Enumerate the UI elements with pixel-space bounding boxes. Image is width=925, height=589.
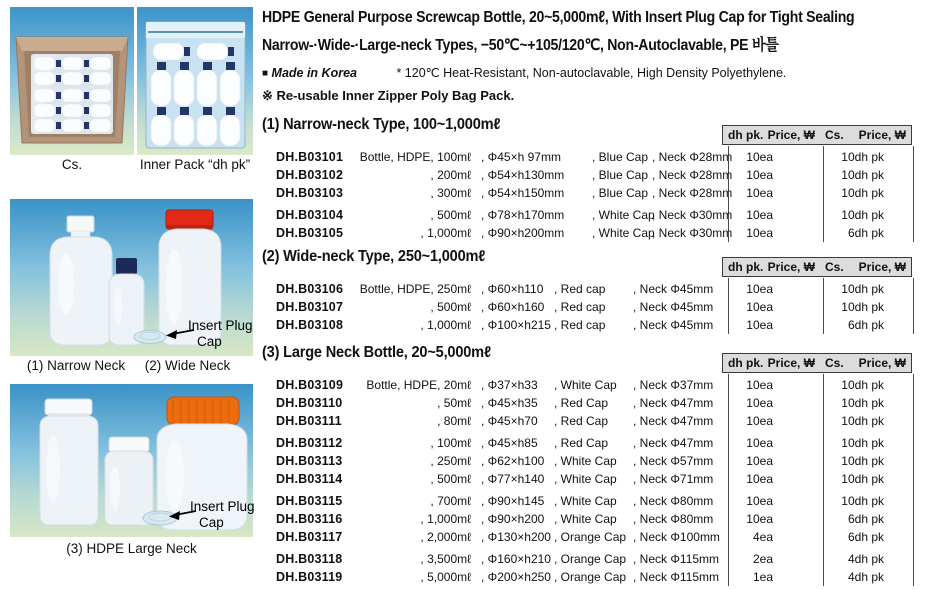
- cap-color-cell: , White Cap: [592, 208, 655, 222]
- catalog-code: DH.B03101: [276, 150, 344, 164]
- section-header: [258, 246, 918, 278]
- catalog-code: DH.B03103: [276, 186, 344, 200]
- volume-cell: , 500mℓ: [430, 300, 471, 314]
- catalog-code: DH.B03113: [276, 454, 343, 468]
- volume-cell: Bottle, HDPE, 250mℓ: [359, 282, 471, 296]
- cap-color-cell: , White Cap: [554, 494, 617, 508]
- cs-qty-cell: 4dh pk: [847, 552, 884, 566]
- catalog-code: DH.B03111: [276, 414, 342, 428]
- neck-size-cell: , Neck Φ80mm: [633, 512, 714, 526]
- catalog-code: DH.B03115: [276, 494, 343, 508]
- cap-color-cell: , White Cap: [554, 454, 617, 468]
- cs-qty-cell: 10dh pk: [841, 454, 884, 468]
- volume-cell: , 3,500mℓ: [420, 552, 471, 566]
- dimensions-cell: , Φ100×h215: [481, 318, 551, 332]
- table-row: [258, 206, 918, 224]
- table-row: [258, 434, 918, 452]
- reusable-bag-note: ※ Re-usable Inner Zipper Poly Bag Pack.: [262, 88, 515, 103]
- made-in-row: [262, 65, 786, 80]
- price-header-cs: [820, 257, 912, 277]
- caption-inner-pack: Inner Pack “dh pk”: [139, 157, 251, 172]
- dimensions-cell: , Φ45×h85: [481, 436, 538, 450]
- dimensions-cell: , Φ60×h110: [481, 282, 544, 296]
- dhpk-qty-cell: 10ea: [746, 186, 773, 200]
- table-row: [258, 316, 918, 334]
- table-row: [258, 148, 918, 166]
- dhpk-qty-cell: 10ea: [746, 378, 773, 392]
- page-title-line1: HDPE General Purpose Screwcap Bottle, 20~5,000mℓ, With Insert Plug Cap for Tight Sealing: [262, 9, 855, 26]
- table-row: [258, 452, 918, 470]
- cs-qty-cell: 10dh pk: [841, 168, 884, 182]
- made-in-korea-label: Made in Korea: [271, 66, 357, 80]
- neck-size-cell: , Neck Φ80mm: [633, 494, 714, 508]
- dhpk-qty-cell: 10ea: [746, 436, 773, 450]
- cs-qty-cell: 10dh pk: [841, 396, 884, 410]
- table-row: [258, 550, 918, 568]
- volume-cell: , 5,000mℓ: [420, 570, 471, 584]
- table-row: [258, 412, 918, 430]
- caption-large-neck: (3) HDPE Large Neck: [66, 541, 197, 556]
- table-row: [258, 510, 918, 528]
- price-label: Price, ₩: [858, 260, 906, 274]
- dimensions-cell: , Φ90×h200mm: [481, 226, 565, 240]
- neck-size-cell: , Neck Φ115mm: [633, 552, 720, 566]
- dhpk-qty-cell: 10ea: [746, 396, 773, 410]
- neck-size-cell: , Neck Φ28mm: [652, 186, 733, 200]
- price-header-cs: [820, 353, 912, 373]
- dimensions-cell: , Φ60×h160: [481, 300, 545, 314]
- price-header-dhpk: [722, 125, 821, 145]
- dhpk-label: dh pk.: [728, 128, 764, 142]
- cs-qty-cell: 10dh pk: [841, 208, 884, 222]
- catalog-code: DH.B03112: [276, 436, 343, 450]
- dimensions-cell: , Φ78×h170mm: [481, 208, 565, 222]
- price-header-dhpk: [722, 257, 821, 277]
- large-neck-jar-tall: [40, 399, 98, 525]
- catalog-code: DH.B03116: [276, 512, 343, 526]
- large-neck-jar-small: [105, 437, 153, 525]
- cap-color-cell: , White Cap: [592, 226, 655, 240]
- dimensions-cell: , Φ130×h200: [481, 530, 551, 544]
- inner-pack-illustration: [137, 7, 253, 155]
- neck-size-cell: , Neck Φ115mm: [633, 570, 720, 584]
- volume-cell: , 300mℓ: [430, 186, 471, 200]
- dimensions-cell: , Φ54×h130mm: [481, 168, 565, 182]
- volume-cell: , 500mℓ: [430, 472, 471, 486]
- catalog-code: DH.B03106: [276, 282, 344, 296]
- neck-size-cell: , Neck Φ45mm: [633, 318, 714, 332]
- dhpk-label: dh pk.: [728, 356, 764, 370]
- dhpk-qty-cell: 2ea: [752, 552, 773, 566]
- cs-qty-cell: 10dh pk: [841, 186, 884, 200]
- section-title: (3) Large Neck Bottle, 20~5,000mℓ: [262, 344, 491, 361]
- volume-cell: , 250mℓ: [430, 454, 471, 468]
- neck-size-cell: , Neck Φ47mm: [633, 436, 714, 450]
- cap-color-cell: , Red Cap: [554, 396, 609, 410]
- dhpk-qty-cell: 10ea: [746, 494, 773, 508]
- dimensions-cell: , Φ45×h 97mm: [481, 150, 561, 164]
- catalog-code: DH.B03102: [276, 168, 344, 182]
- neck-size-cell: , Neck Φ47mm: [633, 414, 714, 428]
- square-bullet-icon: ■: [262, 68, 269, 79]
- volume-cell: , 100mℓ: [430, 436, 471, 450]
- table-row: [258, 376, 918, 394]
- dimensions-cell: , Φ90×h145: [481, 494, 545, 508]
- cap-color-cell: , White Cap: [554, 472, 617, 486]
- cs-qty-cell: 10dh pk: [841, 414, 884, 428]
- insert-plug-cap-disc: [134, 331, 166, 344]
- caption-case: Cs.: [61, 157, 83, 172]
- table-row: [258, 470, 918, 488]
- dimensions-cell: , Φ77×h140: [481, 472, 545, 486]
- cap-color-cell: , Orange Cap: [554, 570, 627, 584]
- cap-color-cell: , Red Cap: [554, 414, 609, 428]
- insert-plug-cap-disc: [143, 511, 177, 525]
- section-narrow-neck: [258, 114, 918, 242]
- cap-color-cell: , White Cap: [554, 378, 617, 392]
- insert-plug-cap-label: [188, 318, 253, 350]
- cs-qty-cell: 10dh pk: [841, 282, 884, 296]
- dhpk-qty-cell: 10ea: [746, 226, 773, 240]
- cap-color-cell: , Red cap: [554, 318, 606, 332]
- price-header-dhpk: [722, 353, 821, 373]
- catalog-code: DH.B03107: [276, 300, 344, 314]
- insert-plug-label-line1: Insert Plug: [188, 318, 253, 333]
- cs-qty-cell: 10dh pk: [841, 300, 884, 314]
- insert-plug-label-line1: Insert Plug: [190, 499, 255, 514]
- heat-resistant-note: * 120℃ Heat-Resistant, Non-autoclavable, High Density Polyethylene.: [396, 66, 787, 80]
- dimensions-cell: , Φ90×h200: [481, 512, 545, 526]
- dhpk-qty-cell: 10ea: [746, 512, 773, 526]
- table-row: [258, 224, 918, 242]
- table-row: [258, 166, 918, 184]
- dhpk-qty-cell: 10ea: [746, 150, 773, 164]
- photo-large-neck: [10, 384, 253, 537]
- price-label: Price, ₩: [767, 356, 815, 370]
- white-cap: [109, 437, 149, 452]
- volume-cell: , 1,000mℓ: [420, 226, 471, 240]
- volume-cell: Bottle, HDPE, 100mℓ: [359, 150, 471, 164]
- neck-size-cell: , Neck Φ100mm: [633, 530, 720, 544]
- section-wide-neck: [258, 246, 918, 334]
- photo-inner-pack: [137, 7, 253, 155]
- cs-qty-cell: 4dh pk: [847, 570, 884, 584]
- cap-color-cell: , Blue Cap: [592, 186, 649, 200]
- dhpk-qty-cell: 10ea: [746, 168, 773, 182]
- table-row: [258, 280, 918, 298]
- price-label: Price, ₩: [767, 260, 815, 274]
- volume-cell: , 500mℓ: [430, 208, 471, 222]
- dhpk-qty-cell: 10ea: [746, 472, 773, 486]
- caption-wide-neck: (2) Wide Neck: [144, 358, 231, 373]
- table-row: [258, 568, 918, 586]
- cap-color-cell: , Red cap: [554, 282, 606, 296]
- catalog-code: DH.B03110: [276, 396, 343, 410]
- section-title: (1) Narrow-neck Type, 100~1,000mℓ: [262, 116, 501, 133]
- cap-color-cell: , White Cap: [554, 512, 617, 526]
- dhpk-qty-cell: 10ea: [746, 300, 773, 314]
- cs-qty-cell: 10dh pk: [841, 150, 884, 164]
- orange-cap: [167, 397, 239, 425]
- neck-size-cell: , Neck Φ47mm: [633, 396, 714, 410]
- navy-cap: [116, 258, 137, 274]
- volume-cell: , 80mℓ: [437, 414, 471, 428]
- dimensions-cell: , Φ200×h250: [481, 570, 551, 584]
- product-table: [258, 278, 918, 334]
- catalog-content: [258, 0, 920, 589]
- neck-size-cell: , Neck Φ30mm: [652, 226, 733, 240]
- cap-color-cell: , Blue Cap: [592, 168, 649, 182]
- dimensions-cell: , Φ62×h100: [481, 454, 545, 468]
- photo-case-pack: [10, 7, 134, 155]
- white-cap: [45, 399, 92, 415]
- section-title: (2) Wide-neck Type, 250~1,000mℓ: [262, 248, 486, 265]
- dhpk-qty-cell: 10ea: [746, 208, 773, 222]
- volume-cell: , 700mℓ: [430, 494, 471, 508]
- catalog-code: DH.B03109: [276, 378, 344, 392]
- photo-narrow-wide-neck: [10, 199, 253, 356]
- cs-label: Cs.: [825, 260, 844, 274]
- neck-size-cell: , Neck Φ57mm: [633, 454, 714, 468]
- neck-size-cell: , Neck Φ45mm: [633, 282, 714, 296]
- dhpk-qty-cell: 10ea: [746, 318, 773, 332]
- catalog-code: DH.B03105: [276, 226, 344, 240]
- volume-cell: , 1,000mℓ: [420, 318, 471, 332]
- cs-qty-cell: 6dh pk: [847, 318, 884, 332]
- cs-qty-cell: 6dh pk: [847, 512, 884, 526]
- dimensions-cell: , Φ45×h70: [481, 414, 538, 428]
- dhpk-label: dh pk.: [728, 260, 764, 274]
- section-header: [258, 342, 918, 374]
- cap-color-cell: , Orange Cap: [554, 552, 627, 566]
- neck-size-cell: , Neck Φ37mm: [633, 378, 714, 392]
- neck-size-cell: , Neck Φ30mm: [652, 208, 733, 222]
- table-row: [258, 298, 918, 316]
- price-label: Price, ₩: [858, 128, 906, 142]
- price-header-cs: [820, 125, 912, 145]
- table-row: [258, 184, 918, 202]
- price-label: Price, ₩: [858, 356, 906, 370]
- cs-label: Cs.: [825, 356, 844, 370]
- cap-color-cell: , Orange Cap: [554, 530, 627, 544]
- dhpk-qty-cell: 10ea: [746, 414, 773, 428]
- volume-cell: , 2,000mℓ: [420, 530, 471, 544]
- catalog-code: DH.B03114: [276, 472, 343, 486]
- cap-color-cell: , Red Cap: [554, 436, 609, 450]
- product-table: [258, 374, 918, 586]
- dhpk-qty-cell: 10ea: [746, 282, 773, 296]
- case-pack-illustration: [10, 7, 134, 155]
- dimensions-cell: , Φ160×h210: [481, 552, 551, 566]
- cs-qty-cell: 6dh pk: [847, 226, 884, 240]
- cs-qty-cell: 10dh pk: [841, 494, 884, 508]
- insert-plug-cap-label: [190, 499, 255, 531]
- cap-color-cell: , Blue Cap: [592, 150, 649, 164]
- dimensions-cell: , Φ54×h150mm: [481, 186, 565, 200]
- table-row: [258, 528, 918, 546]
- catalog-code: DH.B03119: [276, 570, 343, 584]
- dhpk-qty-cell: 4ea: [752, 530, 773, 544]
- price-label: Price, ₩: [767, 128, 815, 142]
- cs-qty-cell: 10dh pk: [841, 378, 884, 392]
- dimensions-cell: , Φ45×h35: [481, 396, 538, 410]
- cs-label: Cs.: [825, 128, 844, 142]
- table-row: [258, 394, 918, 412]
- dhpk-qty-cell: 10ea: [746, 454, 773, 468]
- neck-size-cell: , Neck Φ71mm: [633, 472, 714, 486]
- catalog-code: DH.B03117: [276, 530, 343, 544]
- cs-qty-cell: 10dh pk: [841, 436, 884, 450]
- cs-qty-cell: 10dh pk: [841, 472, 884, 486]
- caption-narrow-neck: (1) Narrow Neck: [26, 358, 126, 373]
- volume-cell: Bottle, HDPE, 20mℓ: [366, 378, 471, 392]
- section-header: [258, 114, 918, 146]
- insert-plug-label-line2: Cap: [197, 334, 222, 349]
- dimensions-cell: , Φ37×h33: [481, 378, 538, 392]
- volume-cell: , 1,000mℓ: [420, 512, 471, 526]
- neck-size-cell: , Neck Φ28mm: [652, 150, 733, 164]
- cap-color-cell: , Red cap: [554, 300, 606, 314]
- product-table: [258, 146, 918, 242]
- cs-qty-cell: 6dh pk: [847, 530, 884, 544]
- neck-size-cell: , Neck Φ45mm: [633, 300, 714, 314]
- section-large-neck: [258, 342, 918, 586]
- volume-cell: , 50mℓ: [437, 396, 471, 410]
- insert-plug-label-line2: Cap: [199, 515, 224, 530]
- catalog-code: DH.B03108: [276, 318, 344, 332]
- catalog-code: DH.B03104: [276, 208, 344, 222]
- volume-cell: , 200mℓ: [430, 168, 471, 182]
- table-row: [258, 492, 918, 510]
- page-title-line2: Narrow-·Wide-·Large-neck Types, −50℃~+105/120℃, Non-Autoclavable, PE 바틀: [262, 37, 779, 54]
- dhpk-qty-cell: 1ea: [752, 570, 773, 584]
- neck-size-cell: , Neck Φ28mm: [652, 168, 733, 182]
- catalog-code: DH.B03118: [276, 552, 343, 566]
